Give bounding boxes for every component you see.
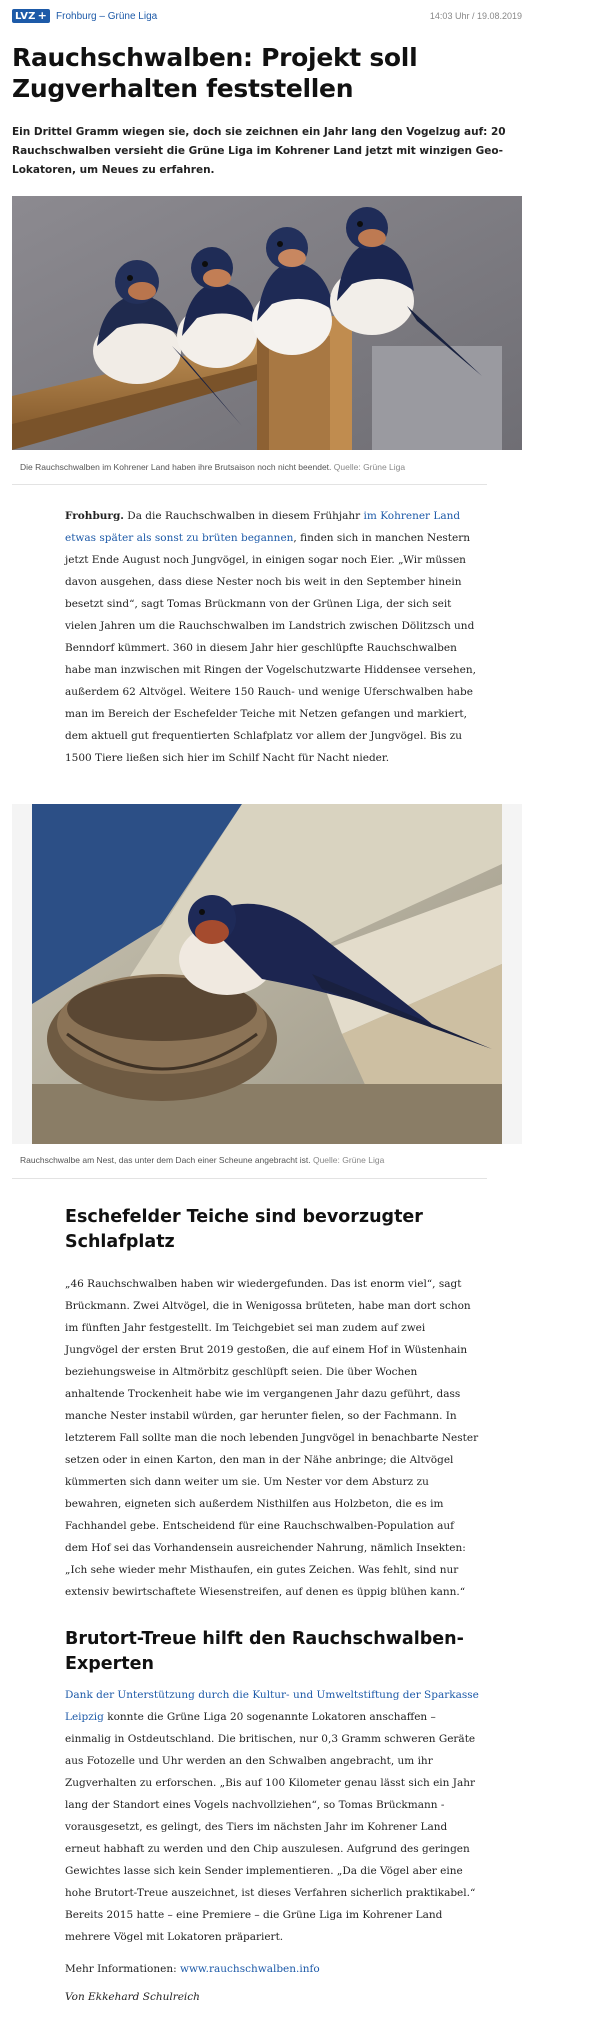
- image2-caption-text: Rauchschwalbe am Nest, das unter dem Dach einer Scheune angebracht ist.: [20, 1155, 311, 1165]
- dateline: Frohburg.: [65, 510, 124, 522]
- swallow-on-nest-illustration: [12, 804, 522, 1144]
- more-info: [65, 1960, 480, 1978]
- rauchschwalben-website-link[interactable]: www.rauchschwalben.info: [179, 1963, 320, 1975]
- divider: [12, 484, 487, 485]
- logo-plus: +: [37, 9, 48, 22]
- divider: [12, 1178, 487, 1179]
- kohrener-land-link[interactable]: im Kohrener Land etwas später als sonst zu brüten begannen: [65, 510, 461, 544]
- paragraph-1-text-b: , finden sich in manchen Nestern jetzt Ende August noch Jungvögel, in einigen sogar noch Eier. „Wir müssen davon ausgehen, dass diese Nester noch bis weit in den September hinein besetzt sind“, sagt Tomas Brückmann von der Grünen Liga, der sich seit vielen Jahren um die Rauchschwalben im Landstrich zwischen Dölitzsch und Benndorf kümmert. 360 in diesem Jahr hier geschlüpfte Rauchschwalben habe man inzwischen mit Ringen der Vogelschutzwarte Hiddensee versehen, außerdem 62 Altvögel. Weitere 150 Rauch- und wenige Uferschwalben habe man im Bereich der Eschefelder Teiche mit Netzen gefangen und markiert, dem aktuell gut frequentierten Schlafplatz vor allem der Jungvögel. Bis zu 1500 Tiere ließen sich hier im Schilf Nacht für Nacht nieder.: [65, 532, 476, 764]
- paragraph-1-text-a: Da die Rauchschwalben in diesem Frühjahr: [123, 510, 364, 522]
- paragraph-2: „46 Rauchschwalben haben wir wiedergefunden. Das ist enorm viel“, sagt Brückmann. Zwei Altvögel, die in Wenigossa brüteten, habe man dort schon im fünften Jahr festgestellt. Im Teichgebiet sei man zudem auf zwei Jungvögel der ersten Brut 2019 gestoßen, die auf einem Hof in Wüstenhain beziehungsweise in Altmörbitz geschlüpft seien. Die über Wochen anhaltende Trockenheit habe wie im vergangenen Jahr dazu geführt, dass manche Nester instabil würden, gar herunter fielen, so der Fachmann. In letzterem Fall sollte man die noch lebenden Jungvögel in benachbarte Nester setzen oder in einen Karton, den man in der Nähe anbringe; die Altvögel kümmerten sich dann weiter um sie. Um Nester vor dem Absturz zu bewahren, eigneten sich außerdem Nisthilfen aus Holzbeton, die es im Fachhandel gebe. Entscheidend für eine Rauchschwalben-Population auf dem Hof sei das Vorhandensein ausreichender Nahrung, nämlich Insekten: „Ich sehe wieder mehr Misthaufen, ein gutes Zeichen. Was fehlt, sind nur extensiv bewirtschaftete Wiesenstreifen, auf denen es üppig blühen kann.“: [65, 1278, 479, 1598]
- image1-source: Quelle: Grüne Liga: [333, 462, 406, 472]
- subheading-2: Brutort-Treue hilft den Rauchschwalben-Experten: [65, 1629, 464, 1674]
- paragraph-1: [65, 505, 480, 769]
- image1-caption: [20, 462, 520, 472]
- swallows-on-beam-illustration: [12, 196, 522, 450]
- stiftung-link[interactable]: Dank der Unterstützung durch die Kultur- und Umweltstiftung der Sparkasse Leipzig: [65, 1689, 479, 1723]
- more-info-label: Mehr Informationen:: [65, 1963, 180, 1975]
- article-kicker: Frohburg – Grüne Liga: [56, 10, 158, 22]
- article-date: 14:03 Uhr / 19.08.2019: [429, 11, 522, 21]
- swallow-on-nest-image[interactable]: [12, 804, 522, 1144]
- subheading-1: Eschefelder Teiche sind bevorzugter Schlafplatz: [65, 1207, 423, 1252]
- paragraph-3-text: konnte die Grüne Liga 20 sogenannte Lokatoren anschaffen – einmalig in Ostdeutschland. Die britischen, nur 0,3 Gramm schweren Geräte aus Fotozelle und Uhr werden an den Schwalben angebracht, um ihr Zugverhalten zu erforschen. „Bis auf 100 Kilometer genau lässt sich ein Jahr lang der Standort eines Vogels nachvollziehen“, so Tomas Brückmann - vorausgesetzt, es gelingt, des Tiers im nächsten Jahr im Kohrener Land erneut habhaft zu werden und den Chip auszulesen. Aufgrund des geringen Gewichtes lasse sich kein Sender implementieren. „Da die Vögel aber eine hohe Brutort-Treue auszeichnet, ist dieses Verfahren sicherlich praktikabel.“ Bereits 2015 hatte – eine Premiere – die Grüne Liga im Kohrener Land mehrere Vögel mit Lokatoren präpariert.: [65, 1711, 476, 1943]
- article-teaser: Ein Drittel Gramm wiegen sie, doch sie zeichnen ein Jahr lang den Vogelzug auf: 20 Rauchschwalben versieht die Grüne Liga im Kohrener Land jetzt mit winzigen Geo-Lokatoren, um Neues zu erfahren.: [12, 126, 506, 176]
- paragraph-3: [65, 1684, 480, 1948]
- image1-caption-text: Die Rauchschwalben im Kohrener Land haben ihre Brutsaison noch nicht beendet.: [20, 462, 332, 472]
- logo-text: LVZ: [15, 10, 36, 22]
- image2-source: Quelle: Grüne Liga: [312, 1155, 385, 1165]
- article-topbar: [12, 8, 522, 24]
- article-headline: Rauchschwalben: Projekt soll Zugverhalten feststellen: [12, 43, 418, 103]
- article-author: Von Ekkehard Schulreich: [65, 1991, 200, 2003]
- topbar-left: [12, 9, 157, 23]
- lvz-plus-logo[interactable]: [12, 9, 50, 23]
- swallows-on-beam-image[interactable]: [12, 196, 522, 450]
- image2-caption: [20, 1155, 520, 1165]
